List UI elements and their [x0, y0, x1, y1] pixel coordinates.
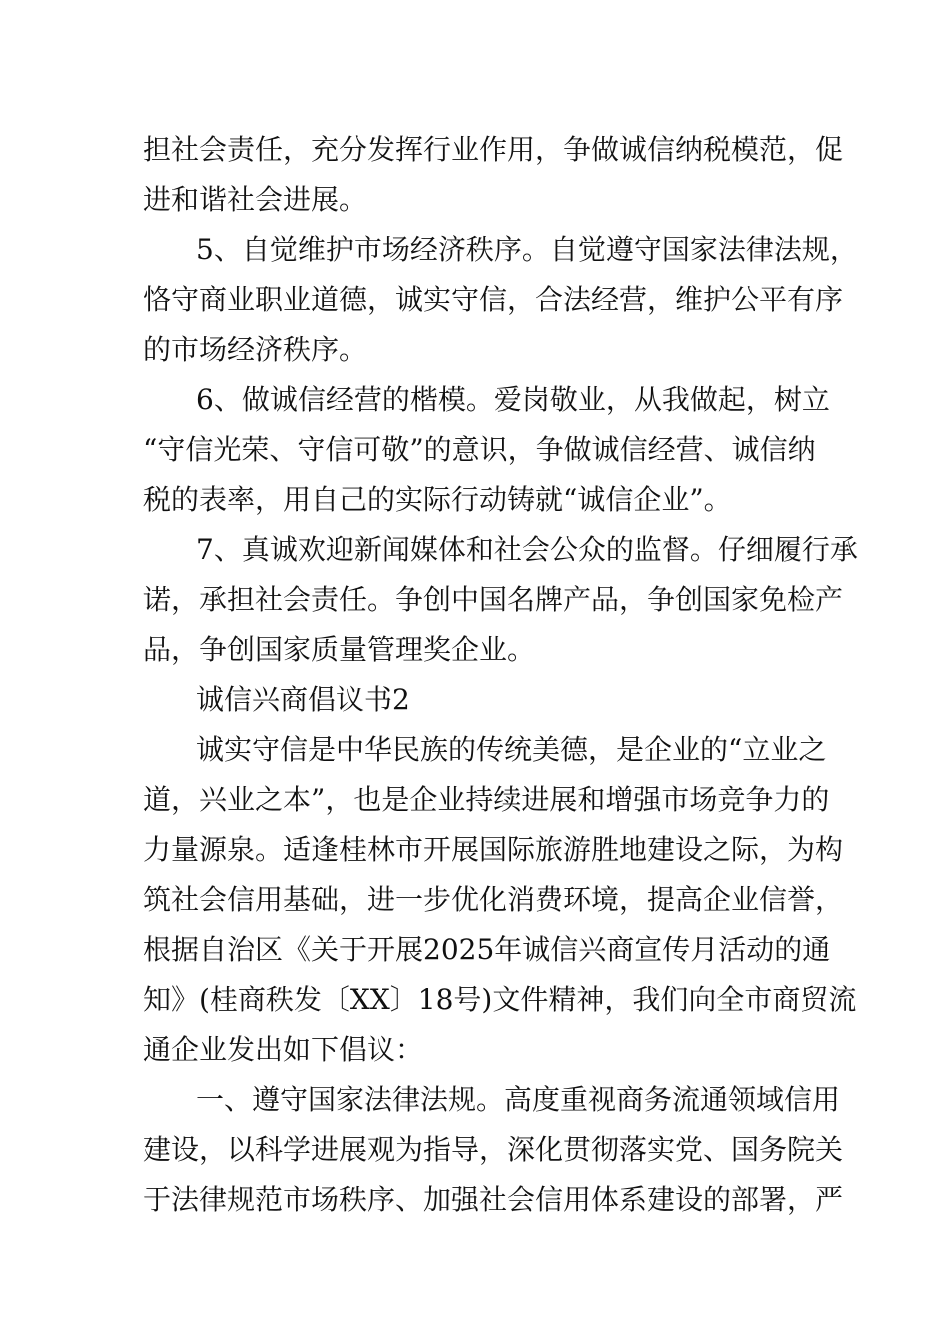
text-line: 7、真诚欢迎新闻媒体和社会公众的监督。仔细履行承 [196, 533, 858, 566]
text-line: 6、做诚信经营的楷模。爱岗敬业，从我做起，树立 [196, 383, 830, 416]
text-line: 于法律规范市场秩序、加强社会信用体系建设的部署，严 [143, 1183, 844, 1216]
text-line: 诚实守信是中华民族的传统美德，是企业的“立业之 [196, 733, 827, 766]
text-line: “守信光荣、守信可敬”的意识，争做诚信经营、诚信纳 [143, 433, 816, 466]
text-line: 筑社会信用基础，进一步优化消费环境，提高企业信誉， [143, 883, 844, 916]
text-line: 力量源泉。适逢桂林市开展国际旅游胜地建设之际，为构 [143, 833, 844, 866]
text-line: 5、自觉维护市场经济秩序。自觉遵守国家法律法规， [196, 233, 858, 266]
text-line: 担社会责任，充分发挥行业作用，争做诚信纳税模范，促 [143, 133, 844, 166]
text-line: 诺，承担社会责任。争创中国名牌产品，争创国家免检产 [143, 583, 844, 616]
text-line: 道，兴业之本”，也是企业持续进展和增强市场竞争力的 [143, 783, 830, 816]
text-line: 一、遵守国家法律法规。高度重视商务流通领域信用 [196, 1083, 841, 1116]
text-line: 的市场经济秩序。 [143, 333, 368, 366]
text-line: 根据自治区《关于开展2025年诚信兴商宣传月活动的通 [143, 933, 831, 966]
text-line: 税的表率，用自己的实际行动铸就“诚信企业”。 [143, 483, 732, 516]
text-line: 进和谐社会进展。 [143, 183, 368, 216]
text-line: 建设，以科学进展观为指导，深化贯彻落实党、国务院关 [143, 1133, 844, 1166]
text-line: 品，争创国家质量管理奖企业。 [143, 633, 536, 666]
text-line: 恪守商业职业道德，诚实守信，合法经营，维护公平有序 [143, 283, 844, 316]
text-line: 通企业发出如下倡议： [143, 1033, 424, 1066]
section-heading: 诚信兴商倡议书2 [196, 683, 410, 716]
text-line: 知》(桂商秩发〔XX〕18号)文件精神，我们向全市商贸流 [143, 983, 857, 1016]
